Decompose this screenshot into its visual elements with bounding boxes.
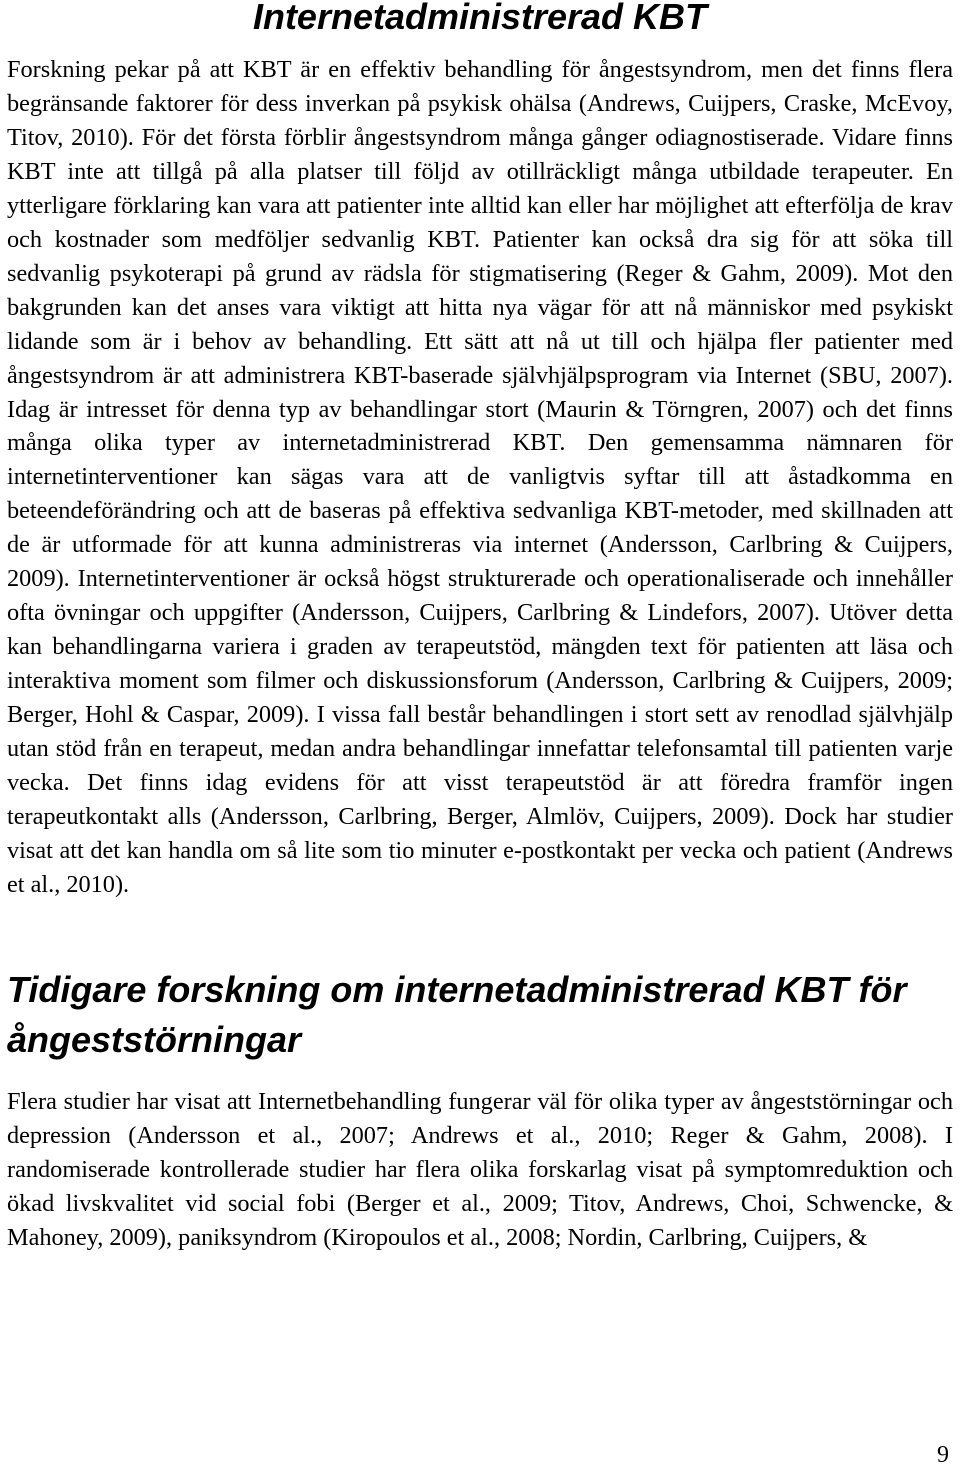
section-heading-internetadministrerad-kbt: Internetadministrerad KBT xyxy=(252,0,708,37)
body-paragraph-1: Forskning pekar på att KBT är en effektiv behandling för ångestsyndrom, men det finns flera begränsande faktorer för dess inverkan på psykisk ohälsa (Andrews, Cuijpers, Craske, McEvoy, Titov, 2010). För det första förblir ångestsyndrom många gånger odiagnostiserade. Vidare finns KBT inte att tillgå på alla platser till följd av otillräckligt många utbildade terapeuter. En ytterligare förklaring kan vara att patienter inte alltid kan eller har möjlighet att efterfölja de krav och kostnader som medföljer sedvanlig KBT. Patienter kan också dra sig för att söka till sedvanlig psykoterapi på grund av rädsla för stigmatisering (Reger & Gahm, 2009). Mot den bakgrunden kan det anses vara viktigt att hitta nya vägar för att nå människor med psykiskt lidande som är i behov av behandling. Ett sätt att nå ut till och hjälpa fler patienter med ångestsyndrom är att administrera KBT-baserade självhjälpsprogram via Internet (SBU, 2007). Idag är intresset för denna typ av behandlingar stort (Maurin & Törngren, 2007) och det finns många olika typer av internetadministrerad KBT. Den gemensamma nämnaren för internetinterventioner kan sägas vara att de vanligtvis syftar till att åstadkomma en beteendeförändring och att de baseras på effektiva sedvanliga KBT-metoder, med skillnaden att de är utformade för att kunna administreras via internet (Andersson, Carlbring & Cuijpers, 2009). Internetinterventioner är också högst strukturerade och operationaliserade och innehåller ofta övningar och uppgifter (Andersson, Cuijpers, Carlbring & Lindefors, 2007). Utöver detta kan behandlingarna variera i graden av terapeutstöd, mängden text för patienten att läsa och interaktiva moment som filmer och diskussionsforum (Andersson, Carlbring & Cuijpers, 2009; Berger, Hohl & Caspar, 2009). I vissa fall består behandlingen i stort sett av renodlad självhjälp utan stöd från en terapeut, medan andra behandlingar innefattar telefonsamtal till patienten varje vecka. Det finns idag evidens för att visst terapeutstöd är att föredra framför ingen terapeutkontakt alls (Andersson, Carlbring, Berger, Almlöv, Cuijpers, 2009). Dock har studier visat att det kan handla om så lite som tio minuter e-postkontakt per vecka och patient (Andrews et al., 2010). xyxy=(7,56,953,898)
section-heading-tidigare-forskning: Tidigare forskning om internetadministrerad KBT för ångeststörningar xyxy=(7,968,907,1060)
page-number: 9 xyxy=(937,1442,949,1468)
body-paragraph-2: Flera studier har visat att Internetbehandling fungerar väl för olika typer av ångeststörningar och depression (Andersson et al., 2007; Andrews et al., 2010; Reger & Gahm, 2008). I randomiserade kontrollerade studier har flera olika forskarlag visat på symptomreduktion och ökad livskvalitet vid social fobi (Berger et al., 2009; Titov, Andrews, Choi, Schwencke, & Mahoney, 2009), paniksyndrom (Kiropoulos et al., 2008; Nordin, Carlbring, Cuijpers, & xyxy=(7,1087,953,1251)
